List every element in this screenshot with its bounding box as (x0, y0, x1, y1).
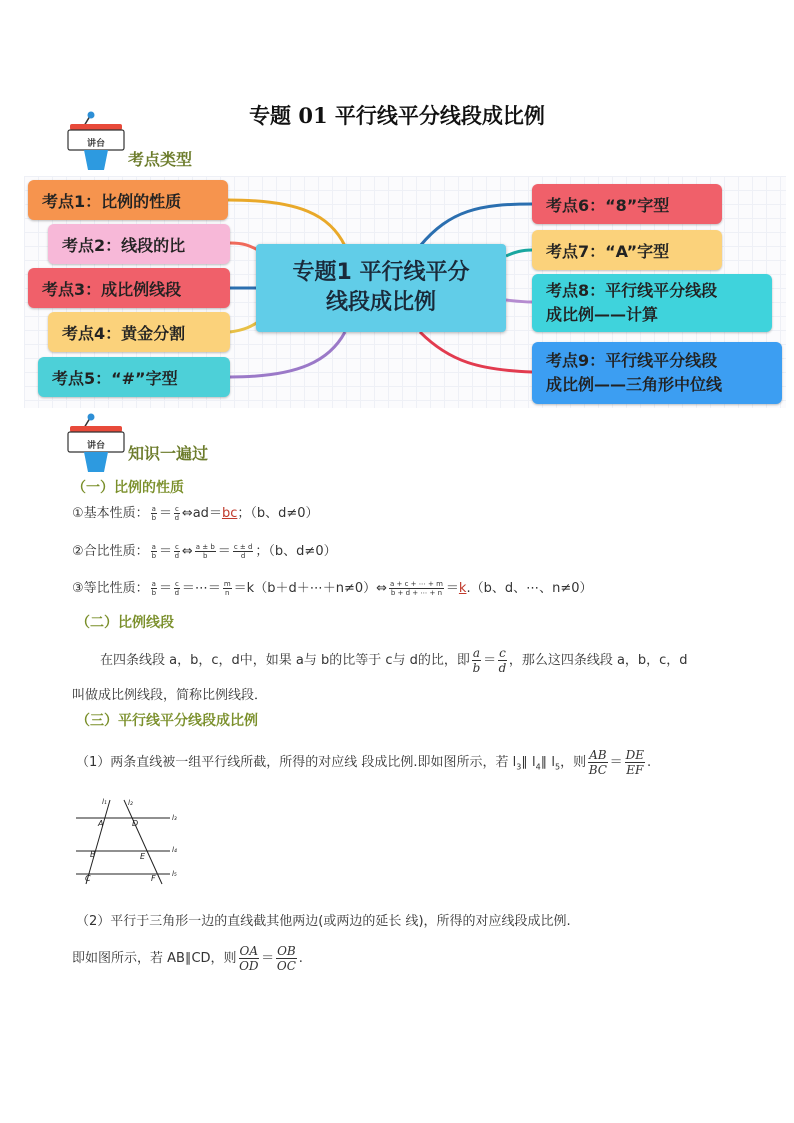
part3-line-1: （1）两条直线被一组平行线所截，所得的对应线 段成比例.即如图所示，若 $l_3\parallel$ $l_4\parallel$ $l_5$，则 $\frac{AB}{BC}$ ＝ $\frac{DE}{EF}$ . (76, 748, 652, 777)
part2-line-1: 在四条线段 a，b，c，d中，如果 a与 b的比等于 c与 d的比，即 $\frac{a}{b}$ ＝ $\frac{c}{d}$ ，那么这四条线段 a，b，c，d (100, 646, 688, 675)
mindmap-node-left-3: 考点3：成比例线段 (28, 268, 230, 308)
mindmap-node-right-6: 考点6：“8”字型 (532, 184, 722, 224)
fig-label: A (98, 819, 104, 828)
frac-c-d-3: $\frac{c}{d}$ (174, 580, 180, 597)
section-label-knowledge: 知识一遍过 (128, 444, 209, 463)
page-title: 专题 01 平行线平分线段成比例 (249, 103, 545, 128)
part3-heading: （三）平行线平分线段成比例 (76, 713, 258, 729)
basic-tail: ⇔ad＝ (181, 506, 222, 521)
frac-ob-oc: $\frac{OB}{OC}$ (276, 944, 296, 973)
sub4: 4 (535, 762, 541, 772)
fig-label: F (151, 874, 156, 883)
branch-2 (230, 243, 258, 250)
node-9-line-1: 考点9：平行线平分线段 (546, 351, 718, 370)
frac-a-b-3: $\frac{a}{b}$ (151, 580, 157, 597)
mindmap-node-right-9 (532, 342, 782, 404)
mindmap-node-left-5: 考点5：“#”字型 (38, 357, 230, 397)
basic-prefix: ①基本性质： (72, 506, 149, 521)
fig-label: D (132, 819, 139, 828)
branch-8 (506, 300, 532, 302)
frac-c-pm-d: $\frac{c \pm d}{d}$ (233, 543, 253, 560)
node-8-line-1: 考点8：平行线平分线段 (546, 281, 718, 300)
part1-heading: （一）比例的性质 (72, 480, 184, 496)
sub3: 3 (516, 762, 522, 772)
podium-label-2: 讲台 (87, 441, 106, 451)
basic-cond: ；（b、d≠0） (237, 506, 319, 521)
frac-de-ef: $\frac{DE}{EF}$ (625, 748, 644, 777)
section-label-exam-types: 考点类型 (128, 150, 193, 169)
equal-property-line: ③等比性质： $\frac{a}{b}$ ＝ $\frac{c}{d}$ ＝⋯＝ $\frac{m}{n}$ ＝k（b＋d＋⋯＋n≠0）⇔ $\frac{a + c + \cdots + m}{b + d + \cdots + n}$ ＝k.（b、d、⋯、n≠0） (72, 580, 593, 597)
branch-6 (420, 204, 532, 246)
basic-answer: bc (221, 506, 238, 521)
podium-label: 讲台 (87, 139, 106, 149)
fig-label: l₄ (172, 846, 177, 854)
frac-a-b-italic: $\frac{a}{b}$ (472, 646, 481, 675)
frac-ab-bc: $\frac{AB}{BC}$ (588, 748, 607, 777)
frac-a-pm-b: $\frac{a \pm b}{b}$ (195, 543, 215, 560)
branch-9 (420, 332, 532, 372)
frac-c-d: $\frac{c}{d}$ (174, 505, 180, 522)
part2-text-a: 在四条线段 a，b，c，d中，如果 a与 b的比等于 c与 d的比，即 (100, 653, 470, 668)
basic-property-line: ①基本性质： $\frac{a}{b}$ ＝ $\frac{c}{d}$ ⇔ad＝bc；（b、d≠0） (72, 505, 319, 522)
parallel-lines-figure (74, 796, 184, 886)
sub5: 5 (554, 762, 561, 772)
mindmap-center-node (256, 244, 506, 332)
part2-heading: （二）比例线段 (76, 615, 174, 631)
p3-a: 即如图所示，若 AB∥CD，则 (72, 951, 237, 966)
equal-mid: ＝⋯＝ (181, 581, 221, 596)
fig-label: B (90, 850, 96, 859)
combine-prefix: ②合比性质： (72, 544, 149, 559)
fig-label: l₁ (102, 798, 107, 806)
fig-label: l₃ (172, 814, 177, 822)
fig-label: l₅ (172, 870, 177, 878)
equal-cond: .（b、d、⋯、n≠0） (466, 581, 593, 596)
equal-k: ＝k（b＋d＋⋯＋n≠0）⇔ (233, 581, 387, 596)
branch-7 (506, 250, 532, 256)
mindmap-node-left-1: 考点1：比例的性质 (28, 180, 228, 220)
fig-label: C (85, 874, 91, 883)
branch-5 (230, 332, 345, 377)
p1-d: ，则 (560, 755, 587, 770)
frac-c-d-italic: $\frac{c}{d}$ (498, 646, 507, 675)
part3-line-2: （2）平行于三角形一边的直线截其他两边(或两边的延长 线)，所得的对应线段成比例. (76, 914, 571, 929)
p1-c: ∥ l (540, 755, 555, 770)
frac-oa-od: $\frac{OA}{OD}$ (239, 944, 259, 973)
branch-1 (228, 200, 345, 246)
fig-label: E (140, 852, 146, 861)
mindmap-node-left-4: 考点4：黄金分割 (48, 312, 230, 352)
branch-4 (230, 322, 258, 332)
node-8-line-2: 成比例——计算 (546, 305, 659, 324)
frac-c-d-2: $\frac{c}{d}$ (174, 543, 180, 560)
p1-b: ∥ l (521, 755, 536, 770)
mindmap-node-left-2: 考点2：线段的比 (48, 224, 230, 264)
fig-label: l₂ (128, 799, 133, 807)
part2-line-2: 叫做成比例线段，简称比例线段． (72, 688, 268, 703)
node-9-line-2: 成比例——三角形中位线 (546, 375, 723, 394)
equal-answer: k (458, 581, 467, 596)
center-line-1: 专题1 平行线平分 (292, 260, 470, 285)
part3-line-3: 即如图所示，若 AB∥CD，则 $\frac{OA}{OD}$ ＝ $\frac{OB}{OC}$ . (72, 944, 303, 973)
frac-a-b: $\frac{a}{b}$ (151, 505, 157, 522)
frac-m-n: $\frac{m}{n}$ (223, 580, 231, 597)
part2-text-b: ，那么这四条线段 a，b，c，d (508, 653, 688, 668)
frac-a-b-2: $\frac{a}{b}$ (151, 543, 157, 560)
equal-prefix: ③等比性质： (72, 581, 149, 596)
p1-a: （1）两条直线被一组平行线所截，所得的对应线 段成比例.即如图所示，若 l (76, 755, 517, 770)
frac-sum: $\frac{a + c + \cdots + m}{b + d + \cdots + n}$ (390, 580, 443, 597)
center-line-2: 线段成比例 (325, 290, 436, 315)
combine-property-line: ②合比性质： $\frac{a}{b}$ ＝ $\frac{c}{d}$ ⇔ $\frac{a \pm b}{b}$ ＝ $\frac{c \pm d}{d}$ ；（b、d≠0） (72, 543, 337, 560)
mindmap-node-right-8 (532, 274, 772, 332)
combine-cond: ；（b、d≠0） (255, 544, 337, 559)
mindmap-node-right-7: 考点7：“A”字型 (532, 230, 722, 270)
